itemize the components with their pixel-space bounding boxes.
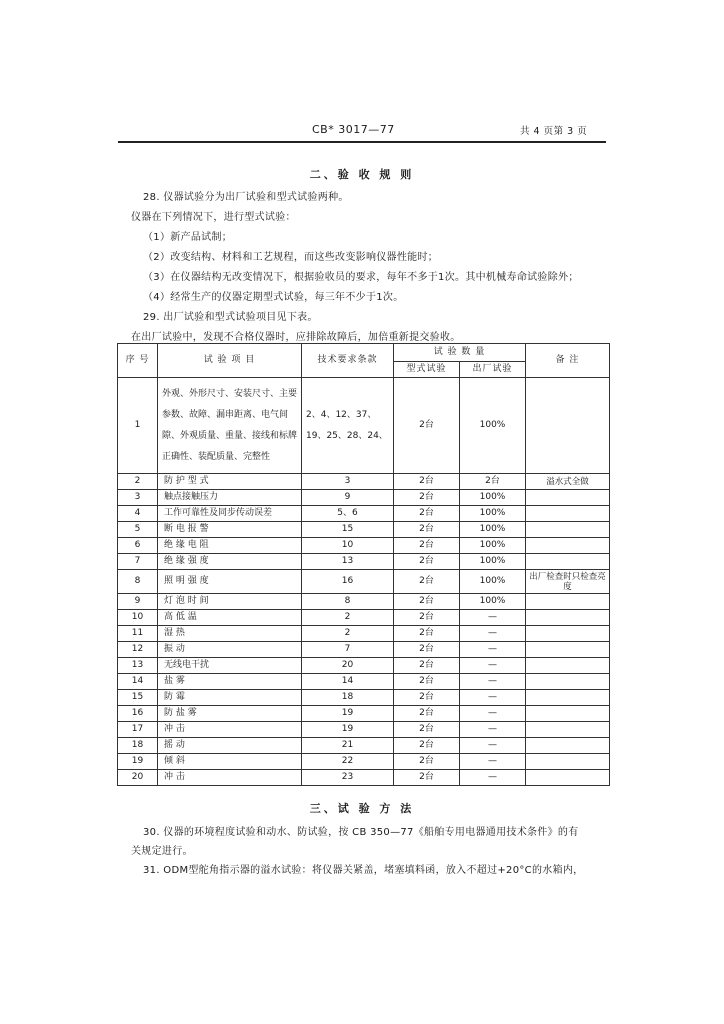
table-row xyxy=(118,378,610,474)
row-note xyxy=(526,722,610,738)
row-no: 9 xyxy=(118,594,158,610)
paragraph-line: 仪器在下列情况下，进行型式试验： xyxy=(131,212,296,223)
row-note xyxy=(526,522,610,538)
table-row xyxy=(118,738,610,754)
row-no: 5 xyxy=(118,522,158,538)
row-type-qty: 2台 xyxy=(394,378,460,474)
row-item: 防 霉 xyxy=(158,690,302,706)
row-requirement: 10 xyxy=(302,538,394,554)
row-no: 1 xyxy=(118,378,158,474)
row-requirement: 13 xyxy=(302,554,394,570)
row-item: 外观、外形尺寸、安装尺寸、主要参数、故障、漏串距离、电气间隙、外观质量、重量、接线和标牌正确性、装配质量、完整性 xyxy=(158,378,302,474)
row-type-qty: 2台 xyxy=(394,610,460,626)
paragraph-line: 30. 仪器的环境程度试验和动水、防试验，按 CB 350—77《船舶专用电器通用技术条件》的有 xyxy=(143,827,579,838)
row-requirement: 23 xyxy=(302,770,394,786)
table-row xyxy=(118,506,610,522)
row-factory-qty: 100% xyxy=(460,554,526,570)
row-requirement: 7 xyxy=(302,642,394,658)
row-note xyxy=(526,506,610,522)
row-factory-qty: — xyxy=(460,722,526,738)
row-item: 无线电干扰 xyxy=(158,658,302,674)
row-requirement: 5、6 xyxy=(302,506,394,522)
table-row xyxy=(118,706,610,722)
table-row xyxy=(118,522,610,538)
row-item: 高 低 温 xyxy=(158,610,302,626)
row-note xyxy=(526,594,610,610)
table-row xyxy=(118,674,610,690)
row-note xyxy=(526,378,610,474)
row-item: 灯 泡 时 间 xyxy=(158,594,302,610)
row-type-qty: 2台 xyxy=(394,538,460,554)
row-factory-qty: 2台 xyxy=(460,474,526,490)
row-factory-qty: 100% xyxy=(460,506,526,522)
row-note xyxy=(526,706,610,722)
row-requirement: 9 xyxy=(302,490,394,506)
row-factory-qty: — xyxy=(460,738,526,754)
row-factory-qty: 100% xyxy=(460,522,526,538)
row-item: 湿 热 xyxy=(158,626,302,642)
row-item: 摇 动 xyxy=(158,738,302,754)
row-type-qty: 2台 xyxy=(394,642,460,658)
row-item: 绝 缘 强 度 xyxy=(158,554,302,570)
row-type-qty: 2台 xyxy=(394,554,460,570)
table-row xyxy=(118,754,610,770)
row-factory-qty: 100% xyxy=(460,594,526,610)
row-item: 倾 斜 xyxy=(158,754,302,770)
row-no: 4 xyxy=(118,506,158,522)
header-note: 备 注 xyxy=(526,344,610,378)
row-factory-qty: — xyxy=(460,642,526,658)
paragraph-line: 在出厂试验中，发现不合格仪器时，应排除故障后，加倍重新提交验收。 xyxy=(131,332,461,343)
row-type-qty: 2台 xyxy=(394,474,460,490)
paragraph-line: （4）经常生产的仪器定期型式试验，每三年不少于1次。 xyxy=(143,292,404,303)
row-type-qty: 2台 xyxy=(394,626,460,642)
row-requirement: 19 xyxy=(302,706,394,722)
row-type-qty: 2台 xyxy=(394,522,460,538)
page-info: 共 4 页第 3 页 xyxy=(520,126,588,137)
row-item: 防 护 型 式 xyxy=(158,474,302,490)
row-requirement: 14 xyxy=(302,674,394,690)
row-note xyxy=(526,642,610,658)
row-note xyxy=(526,738,610,754)
section-title-test-methods: 三、试 验 方 法 xyxy=(309,802,415,815)
row-no: 17 xyxy=(118,722,158,738)
row-no: 15 xyxy=(118,690,158,706)
row-type-qty: 2台 xyxy=(394,706,460,722)
row-type-qty: 2台 xyxy=(394,506,460,522)
row-no: 18 xyxy=(118,738,158,754)
row-requirement: 8 xyxy=(302,594,394,610)
row-note xyxy=(526,490,610,506)
table-row xyxy=(118,658,610,674)
section-title-acceptance: 二、验 收 规 则 xyxy=(309,168,415,181)
row-type-qty: 2台 xyxy=(394,754,460,770)
row-no: 10 xyxy=(118,610,158,626)
row-type-qty: 2台 xyxy=(394,770,460,786)
row-no: 8 xyxy=(118,570,158,594)
row-factory-qty: — xyxy=(460,674,526,690)
row-item: 盐 雾 xyxy=(158,674,302,690)
row-requirement: 2 xyxy=(302,610,394,626)
row-requirement: 20 xyxy=(302,658,394,674)
row-type-qty: 2台 xyxy=(394,658,460,674)
row-item: 断 电 报 警 xyxy=(158,522,302,538)
row-requirement: 2 xyxy=(302,626,394,642)
row-no: 16 xyxy=(118,706,158,722)
row-note xyxy=(526,754,610,770)
table-row xyxy=(118,626,610,642)
row-factory-qty: — xyxy=(460,754,526,770)
row-type-qty: 2台 xyxy=(394,594,460,610)
row-item: 振 动 xyxy=(158,642,302,658)
row-requirement: 16 xyxy=(302,570,394,594)
table-row xyxy=(118,594,610,610)
standard-code: CB* 3017—77 xyxy=(312,123,395,136)
row-note: 出厂检查时只检查亮度 xyxy=(526,570,610,594)
row-factory-qty: — xyxy=(460,770,526,786)
row-no: 2 xyxy=(118,474,158,490)
header-no: 序 号 xyxy=(118,344,158,378)
row-requirement: 22 xyxy=(302,754,394,770)
row-no: 14 xyxy=(118,674,158,690)
row-factory-qty: — xyxy=(460,626,526,642)
paragraph-line: （3）在仪器结构无改变情况下，根据验收员的要求，每年不多于1次。其中机械寿命试验除外； xyxy=(143,272,579,283)
header-requirement: 技术要求条款 xyxy=(302,344,394,378)
row-item: 冲 击 xyxy=(158,722,302,738)
paragraph-line: 31. ODM型舵角指示器的溢水试验：将仪器关紧盖，堵塞填料函，放入不超过+20°C的水箱内， xyxy=(143,865,584,876)
row-factory-qty: — xyxy=(460,610,526,626)
row-item: 工作可靠性及同步传动误差 xyxy=(158,506,302,522)
row-no: 13 xyxy=(118,658,158,674)
header-factory-test: 出厂试验 xyxy=(460,362,526,378)
table-row xyxy=(118,490,610,506)
row-item: 触点接触压力 xyxy=(158,490,302,506)
header-item: 试 验 项 目 xyxy=(158,344,302,378)
row-type-qty: 2台 xyxy=(394,738,460,754)
row-type-qty: 2台 xyxy=(394,690,460,706)
row-type-qty: 2台 xyxy=(394,674,460,690)
row-type-qty: 2台 xyxy=(394,490,460,506)
row-requirement: 18 xyxy=(302,690,394,706)
row-requirement: 15 xyxy=(302,522,394,538)
row-no: 19 xyxy=(118,754,158,770)
header-rule xyxy=(118,141,606,143)
paragraph-line: （2）改变结构、材料和工艺规程，而这些改变影响仪器性能时； xyxy=(143,252,439,263)
row-requirement: 21 xyxy=(302,738,394,754)
row-factory-qty: — xyxy=(460,658,526,674)
row-note: 溢水式全做 xyxy=(526,474,610,490)
row-note xyxy=(526,538,610,554)
row-no: 20 xyxy=(118,770,158,786)
row-note xyxy=(526,554,610,570)
paragraph-line: 29. 出厂试验和型式试验项目见下表。 xyxy=(143,312,318,323)
table-row xyxy=(118,554,610,570)
row-item: 防 盐 雾 xyxy=(158,706,302,722)
row-item: 照 明 强 度 xyxy=(158,570,302,594)
row-requirement: 3 xyxy=(302,474,394,490)
acceptance-test-table xyxy=(117,343,610,786)
row-type-qty: 2台 xyxy=(394,722,460,738)
row-no: 3 xyxy=(118,490,158,506)
row-note xyxy=(526,674,610,690)
table-row xyxy=(118,722,610,738)
header-quantity: 试 验 数 量 xyxy=(394,344,526,362)
row-type-qty: 2台 xyxy=(394,570,460,594)
row-no: 12 xyxy=(118,642,158,658)
row-no: 11 xyxy=(118,626,158,642)
row-note xyxy=(526,658,610,674)
row-note xyxy=(526,610,610,626)
row-note xyxy=(526,770,610,786)
row-factory-qty: 100% xyxy=(460,570,526,594)
row-factory-qty: 100% xyxy=(460,538,526,554)
table-row xyxy=(118,610,610,626)
row-note xyxy=(526,690,610,706)
table-row xyxy=(118,538,610,554)
row-note xyxy=(526,626,610,642)
row-requirement: 19 xyxy=(302,722,394,738)
header-type-test: 型式试验 xyxy=(394,362,460,378)
paragraph-line: 关规定进行。 xyxy=(131,846,193,857)
paragraph-line: 28. 仪器试验分为出厂试验和型式试验两种。 xyxy=(143,192,349,203)
row-factory-qty: — xyxy=(460,706,526,722)
row-factory-qty: 100% xyxy=(460,378,526,474)
row-factory-qty: — xyxy=(460,690,526,706)
table-row xyxy=(118,570,610,594)
row-requirement: 2、4、12、37、19、25、28、24、 xyxy=(302,378,394,474)
row-factory-qty: 100% xyxy=(460,490,526,506)
table-row xyxy=(118,690,610,706)
row-no: 7 xyxy=(118,554,158,570)
table-row xyxy=(118,770,610,786)
row-no: 6 xyxy=(118,538,158,554)
row-item: 绝 缘 电 阻 xyxy=(158,538,302,554)
table-row xyxy=(118,642,610,658)
table-row xyxy=(118,474,610,490)
row-item: 冲 击 xyxy=(158,770,302,786)
paragraph-line: （1）新产品试制； xyxy=(143,232,233,243)
